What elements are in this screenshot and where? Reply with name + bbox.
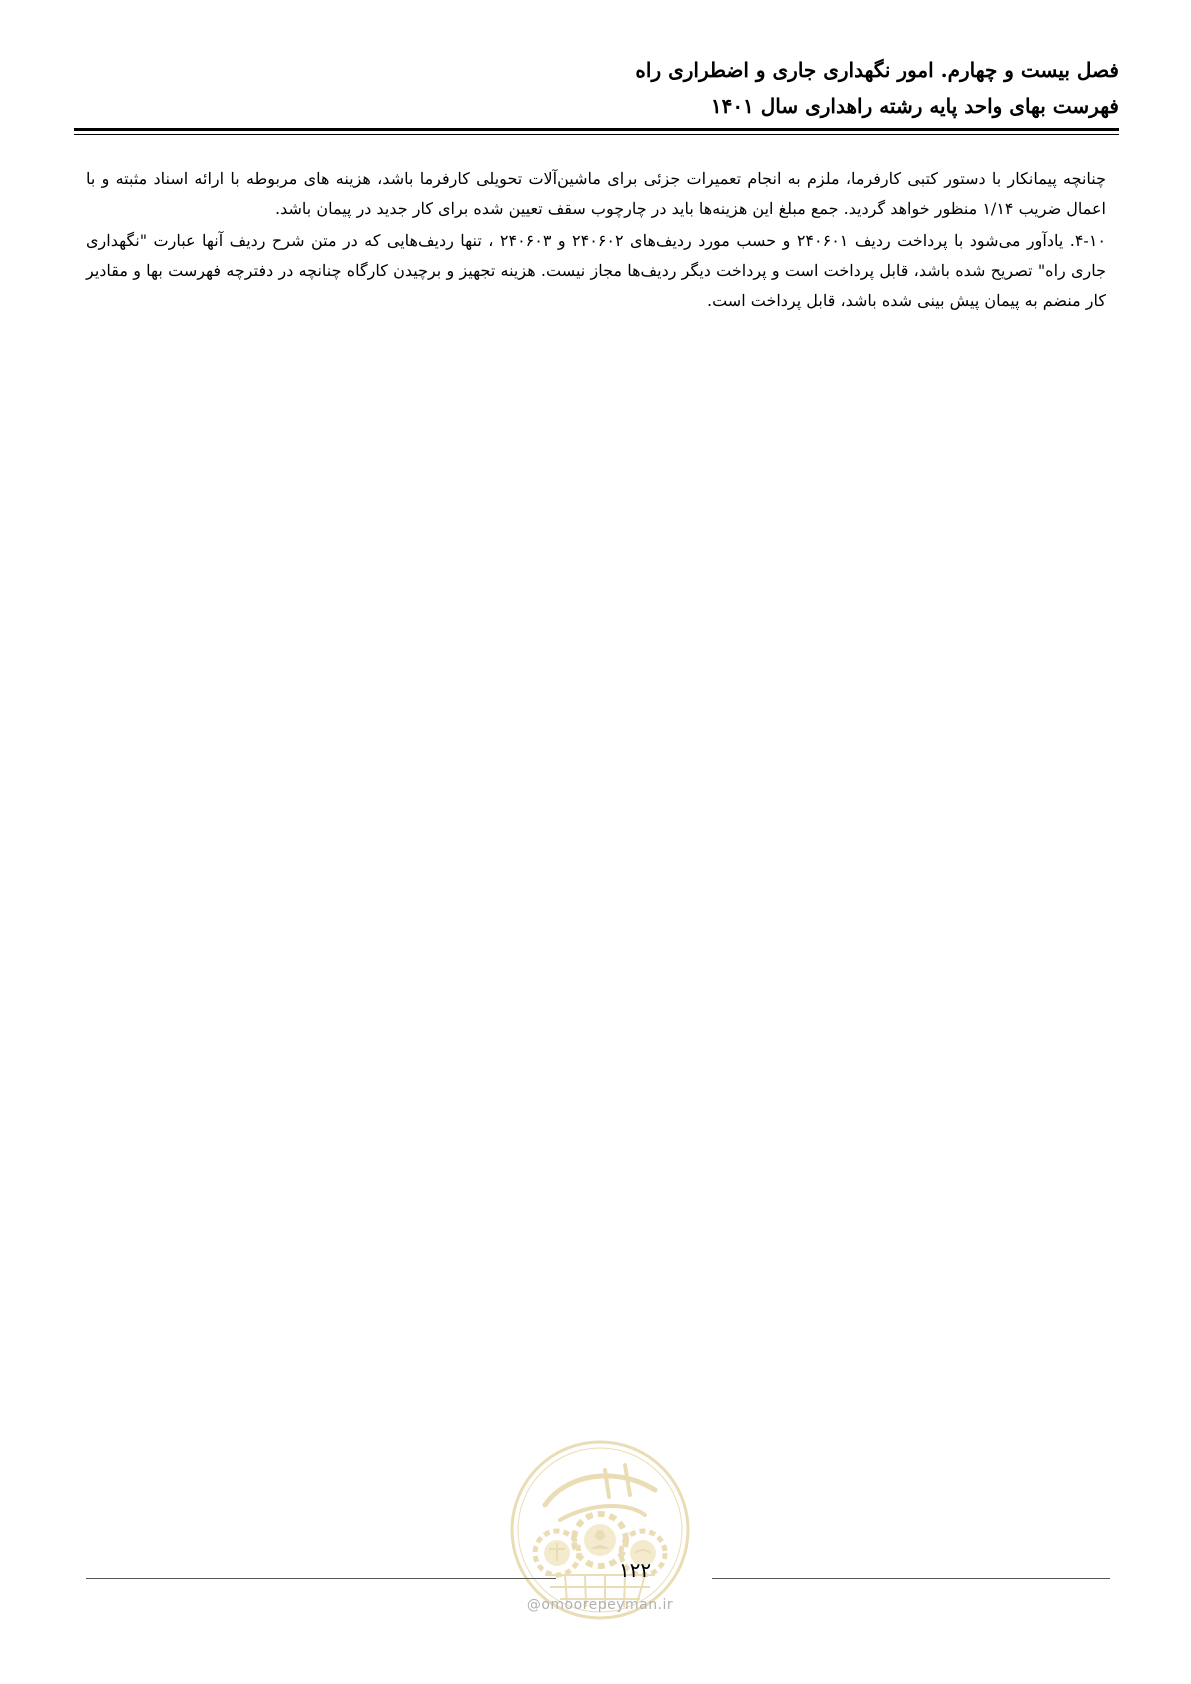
body-text: [86, 164, 1106, 318]
page-header: [74, 52, 1119, 124]
page-number: ۱۲۲: [618, 1558, 652, 1582]
paragraph-repairs: چنانچه پیمانکار با دستور کتبی کارفرما، ملزم به انجام تعمیرات جزئی برای ماشین‌آلات تحویلی کارفرما باشد، هزینه های مربوطه با ارائه اسناد مثبته و با اعمال ضریب ۱/۱۴ منظور خواهد گردید. جمع مبلغ این هزینه‌ها باید در چارچوب سقف تعیین شده برای کار جدید در پیمان باشد.: [86, 169, 1106, 218]
header-rule-thick: [74, 128, 1119, 131]
price-list-subtitle: فهرست بهای واحد پایه رشته راهداری سال ۱۴۰۱: [710, 94, 1119, 118]
footer-rule-left: [86, 1578, 556, 1579]
footer-rule-right: [712, 1578, 1110, 1579]
site-url: @omoorepeyman.ir: [526, 1597, 674, 1613]
chapter-title: فصل بیست و چهارم. امور نگهداری جاری و اضطراری راه: [635, 58, 1119, 82]
header-rule-thin: [74, 134, 1119, 135]
paragraph-4-10: ۴-۱۰. یادآور می‌شود با پرداخت ردیف ۲۴۰۶۰۱ و حسب مورد ردیف‌های ۲۴۰۶۰۲ و ۲۴۰۶۰۳ ، تنها ردیف‌هایی که در متن شرح ردیف آنها عبارت "نگهداری جاری راه" تصریح شده باشد، قابل پرداخت است و پرداخت دیگر ردیف‌ها مجاز نیست. هزینه تجهیز و برچیدن کارگاه چنانچه در دفترچه فهرست بها و مقادیر کار منضم به پیمان پیش بینی شده باشد، قابل پرداخت است.: [86, 231, 1106, 310]
